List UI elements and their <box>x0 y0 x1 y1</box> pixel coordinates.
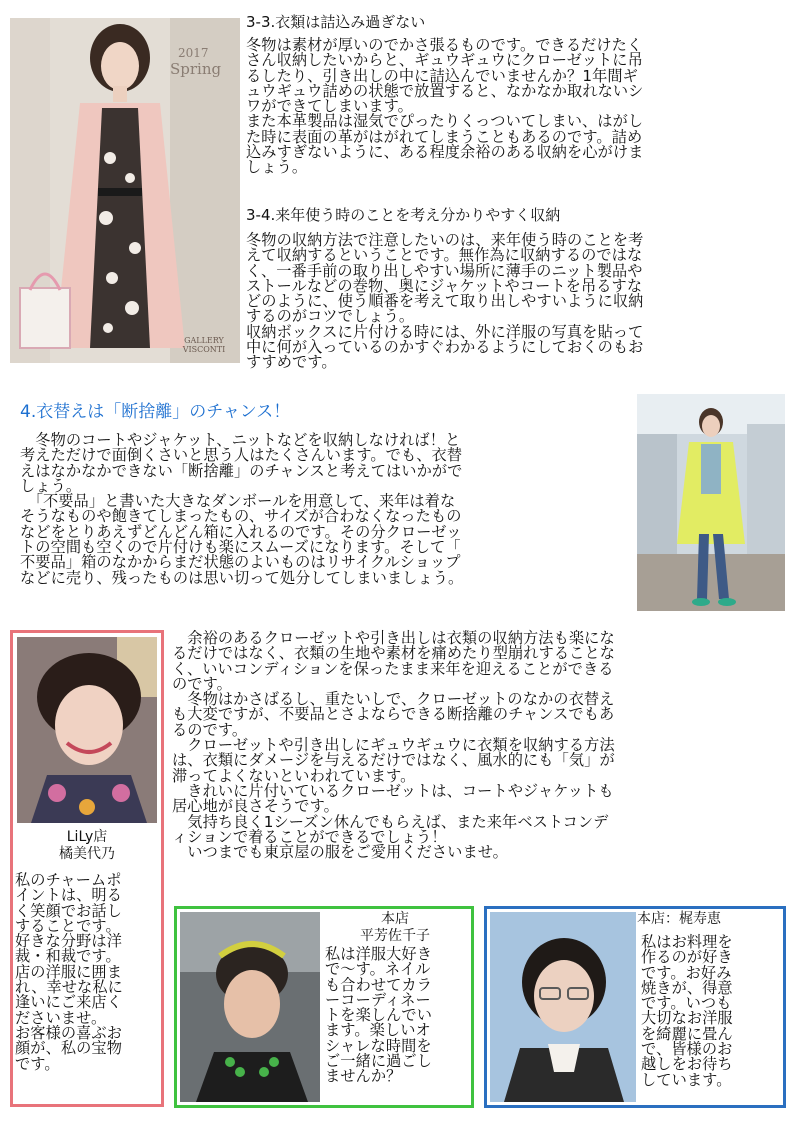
coat-photo <box>10 18 240 363</box>
staff-card-kaji <box>484 906 786 1108</box>
staff-caption-hirayoshi: 本店 平芳佐千子 <box>360 911 430 944</box>
section-4-heading: 4.衣替えは「断捨離」のチャンス！ <box>20 402 291 422</box>
jacket-photo <box>637 394 785 611</box>
year-text: 2017 <box>178 46 209 60</box>
staff-caption-lily: LiLy店 橘美代乃 <box>59 829 115 862</box>
staff-message-lily: 私のチャームポ イントは、明る く笑顔でお話し することです。 好きな分野は洋 裁・和裁です。 店の洋服に囲ま れ、幸せな私に 逢いにご来店く ださいませ。 お客様の喜ぶお 顔が、私の宝物 です。 <box>15 871 123 1073</box>
closing-body: 余裕のあるクローゼットや引き出しは衣類の収納方法も楽にな るだけではなく、衣類の生地や素材を痛めたり型崩れすることな く、いいコンディションを保ったまま来年を迎えることができる のです。 冬物はかさばるし、重たいしで、クローゼットのなかの衣替え も大変ですが、不要品とさよならできる断捨離のチャンスでもあ るのです。 クローゼットや引き出しにギュウギュウに衣類を収納する方法 は、衣類にダメージを与えるだけではなく、風水的にも「気」が 滞ってよくないといわれています。 きれいに片付いているクローゼットは、コートやジャケットも 居心地が良さそうです。 気持ち良く1シーズン休んでもらえば、また来年ベストコンデ ィションで着ることができるでしょう！ いつまでも東京屋の服をご愛用くださいませ。 <box>172 629 616 862</box>
staff-message-hirayoshi: 私は洋服大好き で～す。ネイル も合わせてカラ ーコーディネー トを楽しんでい ます。楽しいオ シャレな時間を ご一緒に過ごし ませんか？ <box>325 945 433 1086</box>
staff-caption-kaji: 本店：梶寿恵 <box>637 911 721 927</box>
staff-photo-lily <box>17 637 157 823</box>
staff-message-kaji: 私はお料理を 作るのが好き です。お好み 焼きが、得意 です。いつも 大切なお洋服 を綺麗に畳ん で、皆様のお 越しをお待ち しています。 <box>641 933 733 1089</box>
section-3-3-heading: 3-3.衣類は詰込み過ぎない <box>246 13 426 31</box>
section-3-4-body: 冬物の収納方法で注意したいのは、来年使う時のことを考 えて収納するということです。無作為に収納するのではな く、一番手前の取り出しやすい場所に薄手のニット製品や ストールなどの巻物、奥にジャケットやコートを吊るすな どのように、使う順番を考えて取り出しやすいように収納 するのがコツでしょう。 収納ボックスに片付ける時には、外に洋服の写真を貼って 中に何が入っているのかすぐわかるようにしておくのもお すすめです。 <box>246 231 644 372</box>
staff-card-hirayoshi <box>174 906 474 1108</box>
section-3-3-body: 冬物は素材が厚いのでかさ張るものです。できるだけたく さん収納したいからと、ギュウギュウにクローゼットに吊 るしたり、引き出しの中に詰込んでいませんか？1年間ギ ュウギュウ詰めの状態で放置すると、なかなか取れないシ ワができてしまいます。 また本革製品は湿気でぴったりくっついてしまい、はがし た時に表面の革がはがれてしまうこともあるのです。詰め 込みすぎないように、ある程度余裕のある収納を心がけま しょう。 <box>246 36 644 177</box>
staff-photo-kaji <box>490 912 636 1102</box>
staff-photo-hirayoshi-illustration <box>180 912 320 1102</box>
staff-photo-lily-illustration <box>17 637 157 823</box>
jacket-photo-illustration <box>637 394 785 611</box>
staff-photo-hirayoshi <box>180 912 320 1102</box>
section-4-body: 冬物のコートやジャケット、ニットなどを収納しなければ！と 考えただけで面倒くさいと思う人はたくさんいます。でも、衣替 えはなかなかできない「断捨離」のチャンスと考えてはいかがで しょう。 「不要品」と書いた大きなダンボールを用意して、来年は着な そうなものや飽きてしまったもの、サイズが合わなくなったもの などをとりあえずどんどん箱に入れるのです。その分クローゼッ トの空間も空くので片付けも楽にスムーズになります。そして「 不要品」箱のなかからまだ状態のよいものはリサイクルショップ などに売り、残ったものは思い切って処分してしまいましょう。 <box>20 431 464 587</box>
section-3-4-heading: 3-4.来年使う時のことを考え分かりやすく収納 <box>246 206 561 224</box>
staff-photo-kaji-illustration <box>490 912 636 1102</box>
season-text: Spring <box>170 60 222 78</box>
brand-text: GALLERY VISCONTI <box>182 336 226 354</box>
staff-card-lily <box>10 630 164 1107</box>
